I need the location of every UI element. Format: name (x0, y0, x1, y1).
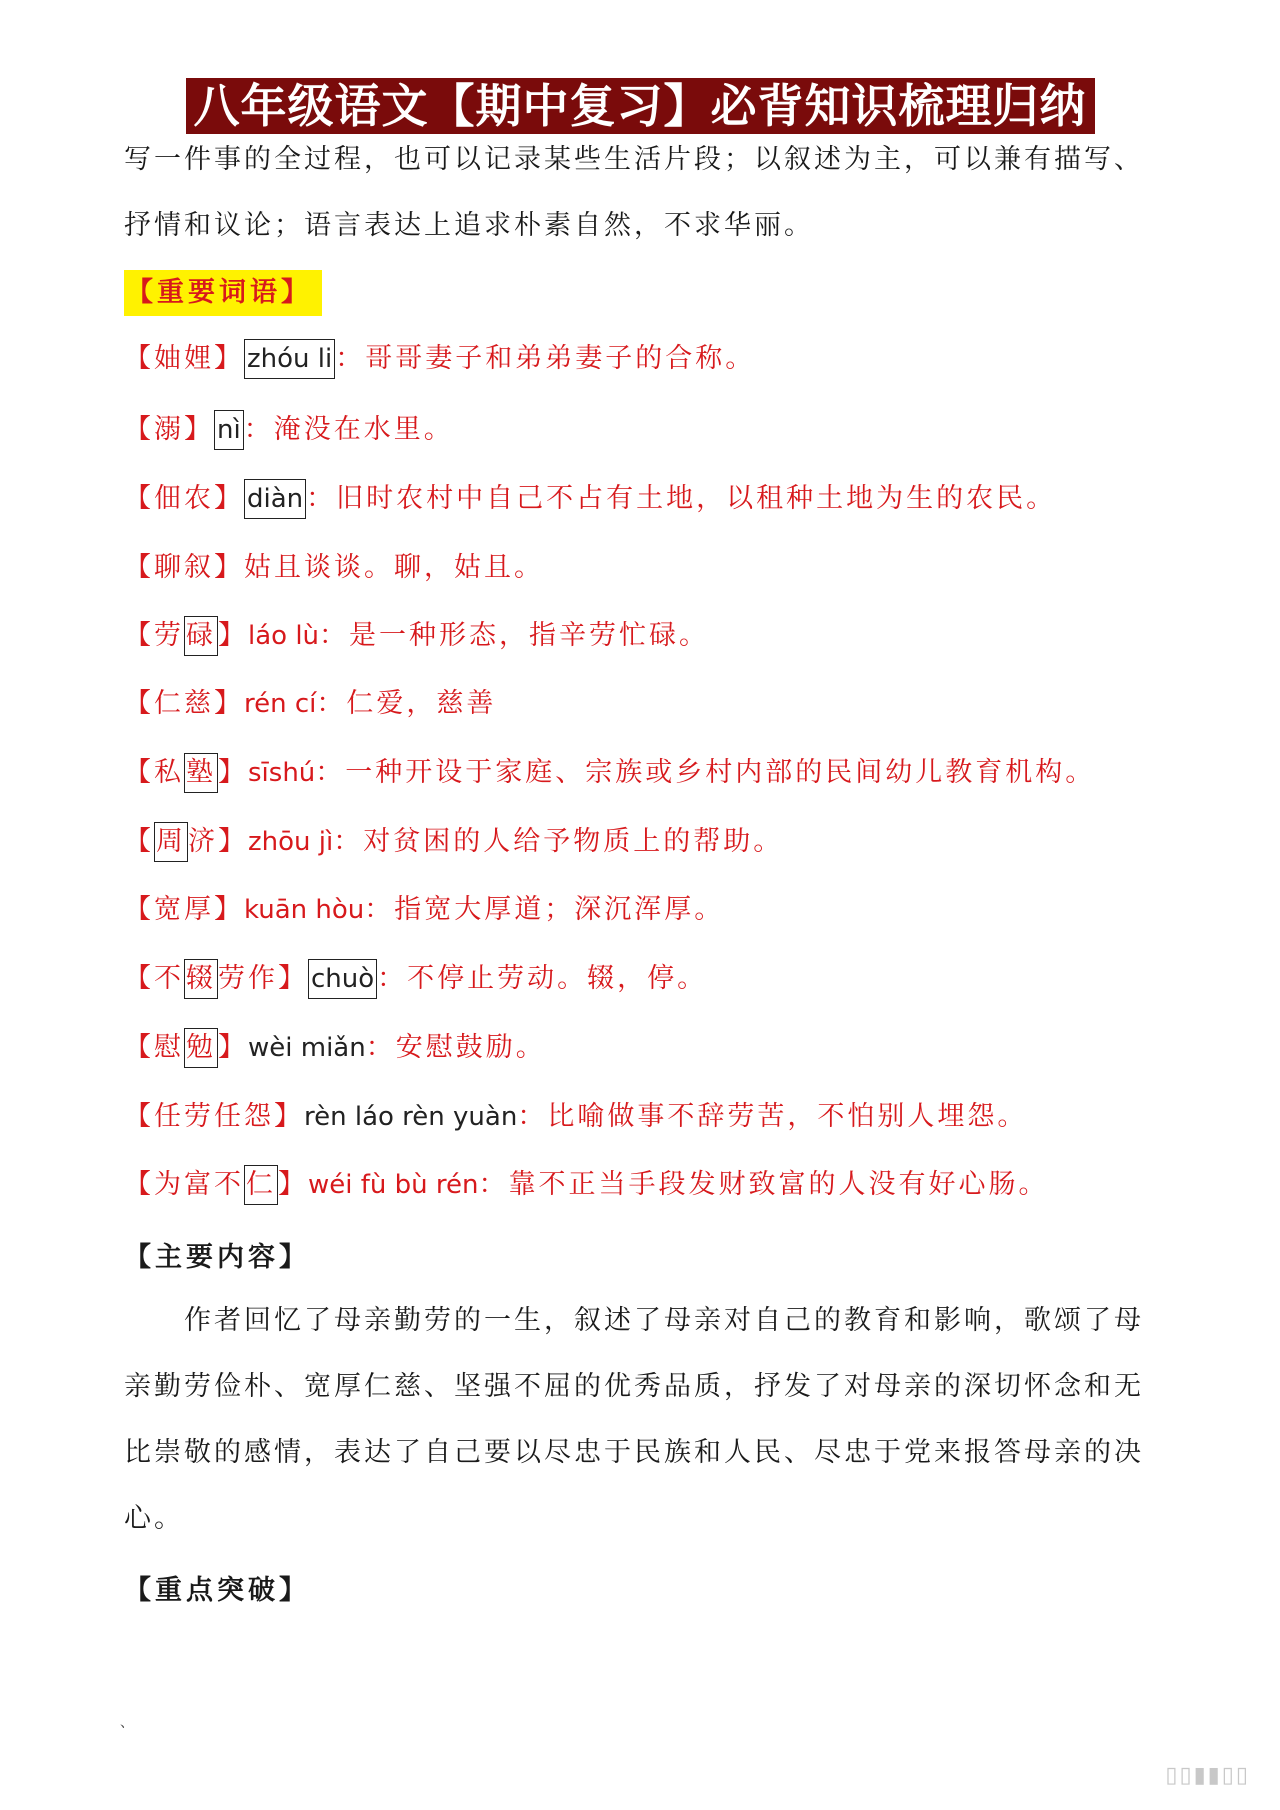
vocab-word: 【妯娌】 (124, 343, 244, 374)
vocab-heading: 【重要词语】 (124, 270, 322, 316)
vocab-item (124, 753, 1095, 793)
vocab-definition: ：比喻做事不辞劳苦，不怕别人埋怨。 (517, 1101, 1028, 1132)
vocab-item (124, 479, 1056, 519)
vocab-item (124, 410, 454, 450)
vocab-word-end: 】 (218, 757, 248, 788)
vocab-word: 【宽厚】 (124, 894, 244, 925)
vocab-pinyin: chuò (308, 959, 377, 999)
vocab-word-end: 】 (278, 1169, 308, 1200)
vocab-definition: ：对贫困的人给予物质上的帮助。 (333, 826, 784, 857)
vocab-pinyin: rén cí (244, 689, 317, 719)
vocab-item (124, 822, 783, 862)
vocab-definition: ：旧时农村中自己不占有土地，以租种土地为生的农民。 (306, 483, 1057, 514)
vocab-word-start: 【慰 (124, 1032, 184, 1063)
vocab-definition: ：不停止劳动。辍，停。 (377, 963, 708, 994)
vocab-word-start: 【 (124, 826, 154, 857)
vocab-item (124, 1165, 1049, 1205)
main-content-heading: 【主要内容】 (124, 1242, 310, 1273)
vocab-pinyin: láo lù (248, 621, 320, 651)
vocab-pinyin: sīshú (248, 758, 316, 788)
vocab-word-end: 】 (218, 620, 248, 651)
vocab-definition: ：是一种形态，指辛劳忙碌。 (319, 620, 710, 651)
vocab-definition: ：哥哥妻子和弟弟妻子的合称。 (335, 343, 756, 374)
stray-mark: 、 (120, 1715, 134, 1731)
vocab-item (124, 616, 709, 656)
vocab-item (124, 684, 496, 724)
vocab-item (124, 890, 724, 930)
vocab-boxed-char: 碌 (184, 616, 218, 656)
vocab-definition: ：淹没在水里。 (243, 414, 454, 445)
vocab-word-end: 济】 (188, 826, 248, 857)
vocab-word: 【佃农】 (124, 483, 244, 514)
vocab-boxed-char: 辍 (184, 959, 218, 999)
vocab-word-start: 【劳 (124, 620, 184, 651)
main-content-paragraph: 作者回忆了母亲勤劳的一生，叙述了母亲对自己的教育和影响，歌颂了母亲勤劳俭朴、宽厚仁慈、坚强不屈的优秀品质，抒发了对母亲的深切怀念和无比崇敬的感情，表达了自己要以尽忠于民族和人民、尽忠于党来报答母亲的决心。 (124, 1305, 1144, 1534)
vocab-pinyin: nì (214, 410, 244, 450)
vocab-word: 【仁慈】 (124, 688, 244, 719)
vocab-word-start: 【不 (124, 963, 184, 994)
vocab-pinyin: wèi miǎn (248, 1033, 366, 1063)
vocab-definition: ：仁爱，慈善 (316, 688, 497, 719)
vocab-definition: ：靠不正当手段发财致富的人没有好心肠。 (478, 1169, 1049, 1200)
vocab-pinyin: zhóu li (244, 339, 335, 379)
intro-line-1: 写一件事的全过程，也可以记录某些生活片段；以叙述为主，可以兼有描写、 (124, 144, 1144, 175)
vocab-definition: ：安慰鼓励。 (365, 1032, 546, 1063)
vocab-word-start: 【私 (124, 757, 184, 788)
vocab-item (124, 959, 707, 999)
vocab-boxed-char: 仁 (244, 1165, 278, 1205)
vocab-boxed-char: 勉 (184, 1028, 218, 1068)
vocab-word: 【溺】 (124, 414, 214, 445)
vocab-word-end: 】 (218, 1032, 248, 1063)
vocab-word: 【聊叙】 (124, 552, 244, 583)
vocab-definition: ：指宽大厚道；深沉浑厚。 (364, 894, 725, 925)
vocab-pinyin: wéi fù bù rén (308, 1170, 479, 1200)
page-title: 八年级语文【期中复习】必背知识梳理归纳 (186, 78, 1095, 134)
watermark-icon: ▯▯▮▮▯▯ (1165, 1763, 1250, 1788)
vocab-word-start: 【为富不 (124, 1169, 244, 1200)
vocab-item (124, 548, 544, 588)
vocab-boxed-char: 塾 (184, 753, 218, 793)
vocab-word-end: 劳作】 (218, 963, 308, 994)
intro-line-2: 抒情和议论；语言表达上追求朴素自然，不求华丽。 (124, 210, 814, 241)
vocab-pinyin: diàn (244, 479, 306, 519)
vocab-pinyin: kuān hòu (244, 895, 365, 925)
vocab-word: 【任劳任怨】 (124, 1101, 304, 1132)
vocab-boxed-char: 周 (154, 822, 188, 862)
vocab-definition: 姑且谈谈。聊，姑且。 (244, 552, 544, 583)
title-container (0, 78, 1280, 134)
vocab-item (124, 1097, 1027, 1137)
vocab-item (124, 339, 755, 379)
vocab-pinyin: rèn láo rèn yuàn (304, 1102, 518, 1132)
vocab-item (124, 1028, 546, 1068)
key-points-heading: 【重点突破】 (124, 1575, 310, 1606)
vocab-pinyin: zhōu jì (248, 827, 334, 857)
vocab-definition: ：一种开设于家庭、宗族或乡村内部的民间幼儿教育机构。 (315, 757, 1096, 788)
